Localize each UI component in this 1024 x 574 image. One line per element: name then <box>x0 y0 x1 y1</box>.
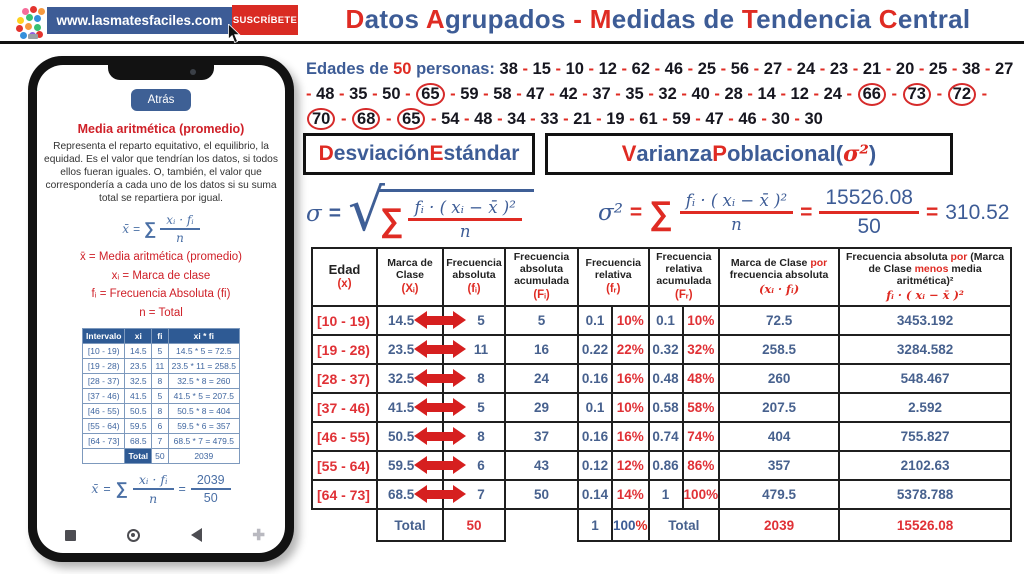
age-value: 35 <box>625 84 644 103</box>
cell-xi-fi: 404 <box>719 422 839 451</box>
cell-fi-xi-xbar: 548.467 <box>839 364 1011 393</box>
subscribe-button[interactable]: SUSCRÍBETE <box>232 5 298 35</box>
age-value: 46 <box>738 109 757 128</box>
dash-separator: - <box>749 60 764 78</box>
age-value: 32 <box>658 84 677 103</box>
age-value-circled: 66 <box>858 83 886 106</box>
cell-frec-relativa: 0.22 <box>578 335 612 364</box>
home-icon[interactable] <box>127 529 140 542</box>
phone-table-cell: 50 <box>152 448 168 463</box>
col-xi-fi: Marca de Clase por frecuencia absoluta (xᵢ · fᵢ) <box>719 248 839 306</box>
cell-fi-xi-xbar: 755.827 <box>839 422 1011 451</box>
cell-frec-absoluta: 5 <box>443 393 505 422</box>
site-logo-icon <box>8 1 50 39</box>
dash-separator: - <box>756 109 772 128</box>
cell-edad: [55 - 64) <box>312 451 377 480</box>
age-value: 12 <box>790 84 809 103</box>
cell-frec-relativa: 0.12 <box>578 451 612 480</box>
age-value: 25 <box>697 60 717 78</box>
dash-separator: - <box>381 109 397 128</box>
cell-edad: [28 - 37) <box>312 364 377 393</box>
age-value-circled: 72 <box>948 83 976 106</box>
col-frec-relativa: Frecuencia relativa (fᵣ) <box>578 248 649 306</box>
dash-separator: - <box>716 60 731 78</box>
total-label: Total <box>377 509 443 541</box>
double-arrow-icon <box>426 316 454 325</box>
phone-table-header: xi * fi <box>168 328 239 343</box>
cell-frec-rel-acum: 0.48 <box>649 364 683 393</box>
col-frec-absoluta: Frecuencia absoluta (fᵢ) <box>443 248 505 306</box>
definition-line: fᵢ = Frecuencia Absoluta (fi) <box>91 288 231 301</box>
double-arrow-icon <box>426 461 454 470</box>
stddev-title-box: D esviación E stándar <box>303 133 535 175</box>
phone-screen <box>37 65 285 553</box>
dash-separator: - <box>775 84 791 103</box>
dash-separator: - <box>676 84 692 103</box>
age-value: 42 <box>559 84 578 103</box>
phone-table-cell: 32.5 <box>125 373 152 388</box>
age-value-circled: 65 <box>397 108 425 131</box>
phone-table-cell: 8 <box>152 403 168 418</box>
variance-title-box: V arianza P oblacional ( σ² ) <box>545 133 953 175</box>
phone-table-cell: 59.5 * 6 = 357 <box>168 418 239 433</box>
phone-table-cell: 23.5 <box>125 358 152 373</box>
dash-separator: - <box>931 84 947 103</box>
phone-table-cell: [37 - 46) <box>83 388 125 403</box>
stddev-formula: σ = √ ∑ $\frac{\text{fᵢ · ( xᵢ − x̄ )²}}{n}$ <box>306 186 534 241</box>
phone-table-row <box>83 358 240 373</box>
cell-frec-rel-acum-pct: 58% <box>683 393 720 422</box>
cell-xi-fi: 479.5 <box>719 480 839 509</box>
cell-frec-relativa-pct: 22% <box>612 335 649 364</box>
phone-table-cell: 32.5 * 8 = 260 <box>168 373 239 388</box>
age-value: 40 <box>691 84 710 103</box>
dash-separator: - <box>643 84 659 103</box>
total-label: Total <box>649 509 720 541</box>
phone-table-cell: 23.5 * 11 = 258.5 <box>168 358 239 373</box>
phone-table-cell: 68.5 * 7 = 479.5 <box>168 433 239 448</box>
page-title: Datos Agrupados - Medidas de Tendencia Central <box>345 4 971 34</box>
cell-xi-fi: 72.5 <box>719 306 839 335</box>
cell-frec-rel-acum-pct: 32% <box>683 335 720 364</box>
cell-frec-absoluta: 8 <box>443 422 505 451</box>
dash-separator: - <box>848 60 863 78</box>
cell-frec-relativa: 0.16 <box>578 422 612 451</box>
cell-frec-relativa-pct: 16% <box>612 364 649 393</box>
phone-table-cell: [55 - 64) <box>83 418 125 433</box>
cell-frec-rel-acum: 0.1 <box>649 306 683 335</box>
phone-table-cell: 6 <box>152 418 168 433</box>
cell-frec-rel-acum: 1 <box>649 480 683 509</box>
back-button[interactable]: Atrás <box>131 89 192 111</box>
cell-fi-xi-xbar: 3284.582 <box>839 335 1011 364</box>
mean-formula: x̄ = ∑ $\frac{\text{xᵢ · fᵢ}}{n}$ <box>37 213 285 245</box>
dash-separator: - <box>624 109 640 128</box>
dash-separator: - <box>306 84 317 103</box>
dash-separator: - <box>583 60 599 78</box>
total-frec-relativa: 1 <box>578 509 612 541</box>
age-value: 14 <box>757 84 776 103</box>
mouse-cursor-icon <box>227 24 242 44</box>
cell-frec-rel-acum: 0.32 <box>649 335 683 364</box>
dash-separator: - <box>492 109 508 128</box>
phone-table-cell: 5 <box>152 343 168 358</box>
phone-table-cell: 50.5 * 8 = 404 <box>168 403 239 418</box>
dash-separator: - <box>616 60 632 78</box>
dash-separator: - <box>789 109 805 128</box>
table-row <box>312 422 1011 451</box>
phone-table-cell: 2039 <box>168 448 239 463</box>
dash-separator: - <box>886 84 902 103</box>
age-value: 37 <box>592 84 611 103</box>
col-frec-abs-acumulada: Frecuencia absoluta acumulada (Fᵢ) <box>505 248 578 306</box>
cell-edad: [37 - 46) <box>312 393 377 422</box>
cell-fi-xi-xbar: 2102.63 <box>839 451 1011 480</box>
phone-table-row <box>83 343 240 358</box>
table-total-row <box>312 509 1011 541</box>
age-value: 23 <box>829 60 849 78</box>
empty-cell <box>312 509 377 541</box>
double-arrow-icon <box>426 490 454 499</box>
dash-separator: - <box>977 84 988 103</box>
cell-frec-rel-acum: 0.74 <box>649 422 683 451</box>
phone-table-cell: [19 - 28) <box>83 358 125 373</box>
cell-frec-abs-acumulada: 50 <box>505 480 578 509</box>
phone-table-cell: 41.5 <box>125 388 152 403</box>
cell-frec-rel-acum-pct: 48% <box>683 364 720 393</box>
phone-table-cell: [10 - 19) <box>83 343 125 358</box>
phone-table-cell: 8 <box>152 373 168 388</box>
phone-table-cell: 5 <box>152 388 168 403</box>
ages-paragraph <box>306 57 1020 131</box>
dash-separator: - <box>426 109 442 128</box>
phone-total-label: Total <box>125 448 152 463</box>
cell-frec-relativa-pct: 10% <box>612 306 649 335</box>
cell-frec-abs-acumulada: 16 <box>505 335 578 364</box>
mean-result-formula: x̄ = ∑ $\frac{\text{xᵢ · fᵢ}}{n}$ = $\frac{2039}{50}$ <box>37 472 285 506</box>
dash-separator: - <box>782 60 797 78</box>
age-value-circled: 65 <box>416 83 444 106</box>
cell-frec-relativa: 0.14 <box>578 480 612 509</box>
phone-table-header: Intervalo <box>83 328 125 343</box>
age-value: 38 <box>499 60 518 78</box>
phone-table-cell: 68.5 <box>125 433 152 448</box>
cell-frec-rel-acum-pct: 10% <box>683 306 720 335</box>
empty-cell <box>505 509 578 541</box>
phone-navbar <box>65 526 265 544</box>
phone-table <box>82 328 240 464</box>
double-arrow-icon <box>426 432 454 441</box>
dash-separator: - <box>525 109 541 128</box>
definition-line: xᵢ = Marca de clase <box>111 269 211 282</box>
cell-edad: [19 - 28) <box>312 335 377 364</box>
cell-frec-abs-acumulada: 29 <box>505 393 578 422</box>
col-edad: Edad (x) <box>312 248 377 306</box>
dash-separator: - <box>947 60 962 78</box>
age-value: 28 <box>724 84 743 103</box>
dash-separator: - <box>459 109 475 128</box>
cell-marca-clase: 14.5 <box>377 306 443 335</box>
phone-table-cell: 41.5 * 5 = 207.5 <box>168 388 239 403</box>
age-value: 25 <box>928 60 948 78</box>
cell-frec-absoluta: 5 <box>443 306 505 335</box>
cell-xi-fi: 260 <box>719 364 839 393</box>
col-marca-clase: Marca de Clase (Xᵢ) <box>377 248 443 306</box>
back-icon[interactable] <box>191 528 202 542</box>
age-value: 56 <box>730 60 750 78</box>
cell-frec-rel-acum: 0.58 <box>649 393 683 422</box>
cell-frec-absoluta: 7 <box>443 480 505 509</box>
age-value: 47 <box>526 84 545 103</box>
variance-formula: σ² = ∑ $\frac{\text{fᵢ · ( xᵢ − x̄ )²}}{n}$ = $\frac{15526.08}{50}$ = 310.52 <box>598 186 1010 238</box>
cell-marca-clase: 32.5 <box>377 364 443 393</box>
age-value: 19 <box>606 109 625 128</box>
phone-table-cell: 14.5 * 5 = 72.5 <box>168 343 239 358</box>
cell-edad: [64 - 73] <box>312 480 377 509</box>
cell-frec-relativa: 0.16 <box>578 364 612 393</box>
age-value: 15 <box>532 60 551 78</box>
dash-separator: - <box>914 60 929 78</box>
dash-separator: - <box>980 60 995 78</box>
table-row <box>312 451 1011 480</box>
cell-frec-abs-acumulada: 43 <box>505 451 578 480</box>
age-value-circled: 73 <box>903 83 931 106</box>
cell-marca-clase: 59.5 <box>377 451 443 480</box>
col-frec-rel-acumulada: Frecuencia relativa acumulada (Fᵣ) <box>649 248 720 306</box>
phone-notch <box>108 65 214 80</box>
double-arrow-icon <box>426 403 454 412</box>
sqrt-icon: √ <box>347 176 385 244</box>
cell-frec-abs-acumulada: 24 <box>505 364 578 393</box>
dash-separator: - <box>690 109 706 128</box>
plus-icon[interactable]: ✚ <box>252 527 265 544</box>
dash-separator: - <box>723 109 739 128</box>
camera-icon <box>190 69 196 75</box>
cell-marca-clase: 50.5 <box>377 422 443 451</box>
age-value: 10 <box>565 60 584 78</box>
age-value: 30 <box>804 109 823 128</box>
dash-separator: - <box>558 109 574 128</box>
table-row <box>312 393 1011 422</box>
age-value: 48 <box>474 109 493 128</box>
dash-separator: - <box>742 84 758 103</box>
age-value: 48 <box>316 84 335 103</box>
cell-frec-absoluta: 11 <box>443 335 505 364</box>
table-row <box>312 335 1011 364</box>
cell-frec-rel-acum: 0.86 <box>649 451 683 480</box>
cell-frec-abs-acumulada: 5 <box>505 306 578 335</box>
cell-xi-fi: 258.5 <box>719 335 839 364</box>
dash-separator: - <box>336 109 352 128</box>
age-value: 34 <box>507 109 526 128</box>
age-value: 62 <box>631 60 650 78</box>
dash-separator: - <box>808 84 824 103</box>
dash-separator: - <box>367 84 383 103</box>
age-value: 27 <box>994 60 1014 78</box>
definition-line: n = Total <box>139 306 183 319</box>
dash-separator: - <box>334 84 350 103</box>
cell-fi-xi-xbar: 3453.192 <box>839 306 1011 335</box>
phone-table-cell: [28 - 37) <box>83 373 125 388</box>
cell-fi-xi-xbar: 2.592 <box>839 393 1011 422</box>
age-value-circled: 70 <box>307 108 335 131</box>
age-value: 59 <box>460 84 479 103</box>
total-frec-absoluta: 50 <box>443 509 505 541</box>
phone-table-header: xi <box>125 328 152 343</box>
age-value: 38 <box>961 60 981 78</box>
cell-fi-xi-xbar: 5378.788 <box>839 480 1011 509</box>
phone-mockup <box>28 56 294 562</box>
cell-frec-rel-acum-pct: 74% <box>683 422 720 451</box>
recents-icon[interactable] <box>65 530 76 541</box>
total-xi-fi: 2039 <box>719 509 839 541</box>
dash-separator: - <box>657 109 673 128</box>
table-row <box>312 480 1011 509</box>
phone-table-cell: 50.5 <box>125 403 152 418</box>
cell-edad: [10 - 19) <box>312 306 377 335</box>
header-divider <box>0 41 1024 44</box>
dash-separator: - <box>650 60 665 78</box>
cell-frec-rel-acum-pct: 86% <box>683 451 720 480</box>
age-value: 21 <box>573 109 592 128</box>
cell-marca-clase: 68.5 <box>377 480 443 509</box>
phone-table-row <box>83 388 240 403</box>
double-arrow-icon <box>426 345 454 354</box>
phone-table-cell: [46 - 55) <box>83 403 125 418</box>
dash-separator: - <box>550 60 566 78</box>
phone-table-row <box>83 418 240 433</box>
cell-frec-relativa-pct: 12% <box>612 451 649 480</box>
phone-heading: Media aritmética (promedio) <box>77 122 245 136</box>
total-sum-squares: 15526.08 <box>839 509 1011 541</box>
cell-frec-relativa-pct: 10% <box>612 393 649 422</box>
double-arrow-icon <box>426 374 454 383</box>
dash-separator: - <box>577 84 593 103</box>
dash-separator: - <box>517 60 533 78</box>
cell-frec-absoluta: 8 <box>443 364 505 393</box>
site-link[interactable]: www.lasmatesfaciles.com <box>47 7 232 34</box>
dash-separator: - <box>683 60 698 78</box>
total-frec-relativa-pct: 100% <box>612 509 649 541</box>
cell-frec-relativa: 0.1 <box>578 393 612 422</box>
dash-separator: - <box>400 84 416 103</box>
age-value: 21 <box>862 60 882 78</box>
phone-table-row <box>83 433 240 448</box>
cell-edad: [46 - 55) <box>312 422 377 451</box>
age-value: 59 <box>672 109 691 128</box>
age-value: 30 <box>771 109 790 128</box>
age-value: 33 <box>540 109 559 128</box>
cell-frec-abs-acumulada: 37 <box>505 422 578 451</box>
age-value: 54 <box>441 109 460 128</box>
dash-separator: - <box>709 84 725 103</box>
frequency-table <box>311 247 1012 542</box>
phone-table-cell <box>83 448 125 463</box>
table-row <box>312 306 1011 335</box>
definitions-list <box>37 251 285 319</box>
age-value: 47 <box>705 109 724 128</box>
dash-separator: - <box>591 109 607 128</box>
definition-line: x̄ = Media aritmética (promedio) <box>79 251 243 264</box>
age-value-circled: 68 <box>352 108 380 131</box>
age-value: 35 <box>349 84 368 103</box>
phone-table-header: fi <box>152 328 168 343</box>
cell-frec-rel-acum-pct: 100% <box>683 480 720 509</box>
cell-frec-relativa-pct: 14% <box>612 480 649 509</box>
age-value: 24 <box>823 84 842 103</box>
phone-table-cell: 7 <box>152 433 168 448</box>
age-value: 58 <box>493 84 512 103</box>
cell-marca-clase: 23.5 <box>377 335 443 364</box>
cell-frec-absoluta: 6 <box>443 451 505 480</box>
dash-separator: - <box>610 84 626 103</box>
phone-table-cell: 11 <box>152 358 168 373</box>
phone-table-cell: 59.5 <box>125 418 152 433</box>
cell-xi-fi: 207.5 <box>719 393 839 422</box>
cell-xi-fi: 357 <box>719 451 839 480</box>
dash-separator: - <box>815 60 830 78</box>
age-value: 12 <box>598 60 617 78</box>
dash-separator: - <box>881 60 896 78</box>
cell-marca-clase: 41.5 <box>377 393 443 422</box>
header-bar <box>0 0 1024 41</box>
age-value: 27 <box>763 60 783 78</box>
dash-separator: - <box>511 84 527 103</box>
ages-label: Edades de 50 personas: <box>306 60 500 78</box>
dash-separator: - <box>544 84 560 103</box>
age-value: 20 <box>895 60 915 78</box>
phone-table-total-row <box>83 448 240 463</box>
age-value: 46 <box>664 60 684 78</box>
table-row <box>312 364 1011 393</box>
dash-separator: - <box>841 84 857 103</box>
dash-separator: - <box>445 84 461 103</box>
phone-table-row <box>83 403 240 418</box>
col-fi-xi-xbar: Frecuencia absoluta por (Marca de Clase menos media aritmética)² fᵢ · ( xᵢ − x̄ )² <box>839 248 1011 306</box>
age-value: 24 <box>796 60 816 78</box>
phone-description: Representa el reparto equitativo, el equilibrio, la equidad. Es el valor que tendrían los datos, si todos ellos fueran iguales. O, también, el valor que correspondería a cada uno de los datos si su suma total se repartiera por igual. <box>44 141 278 204</box>
phone-table-cell: [64 - 73] <box>83 433 125 448</box>
dash-separator: - <box>478 84 494 103</box>
cell-frec-relativa: 0.1 <box>578 306 612 335</box>
age-value: 50 <box>382 84 401 103</box>
phone-table-cell: 14.5 <box>125 343 152 358</box>
table-header-row <box>312 248 1011 306</box>
phone-table-row <box>83 373 240 388</box>
age-value: 61 <box>639 109 658 128</box>
cell-frec-relativa-pct: 16% <box>612 422 649 451</box>
